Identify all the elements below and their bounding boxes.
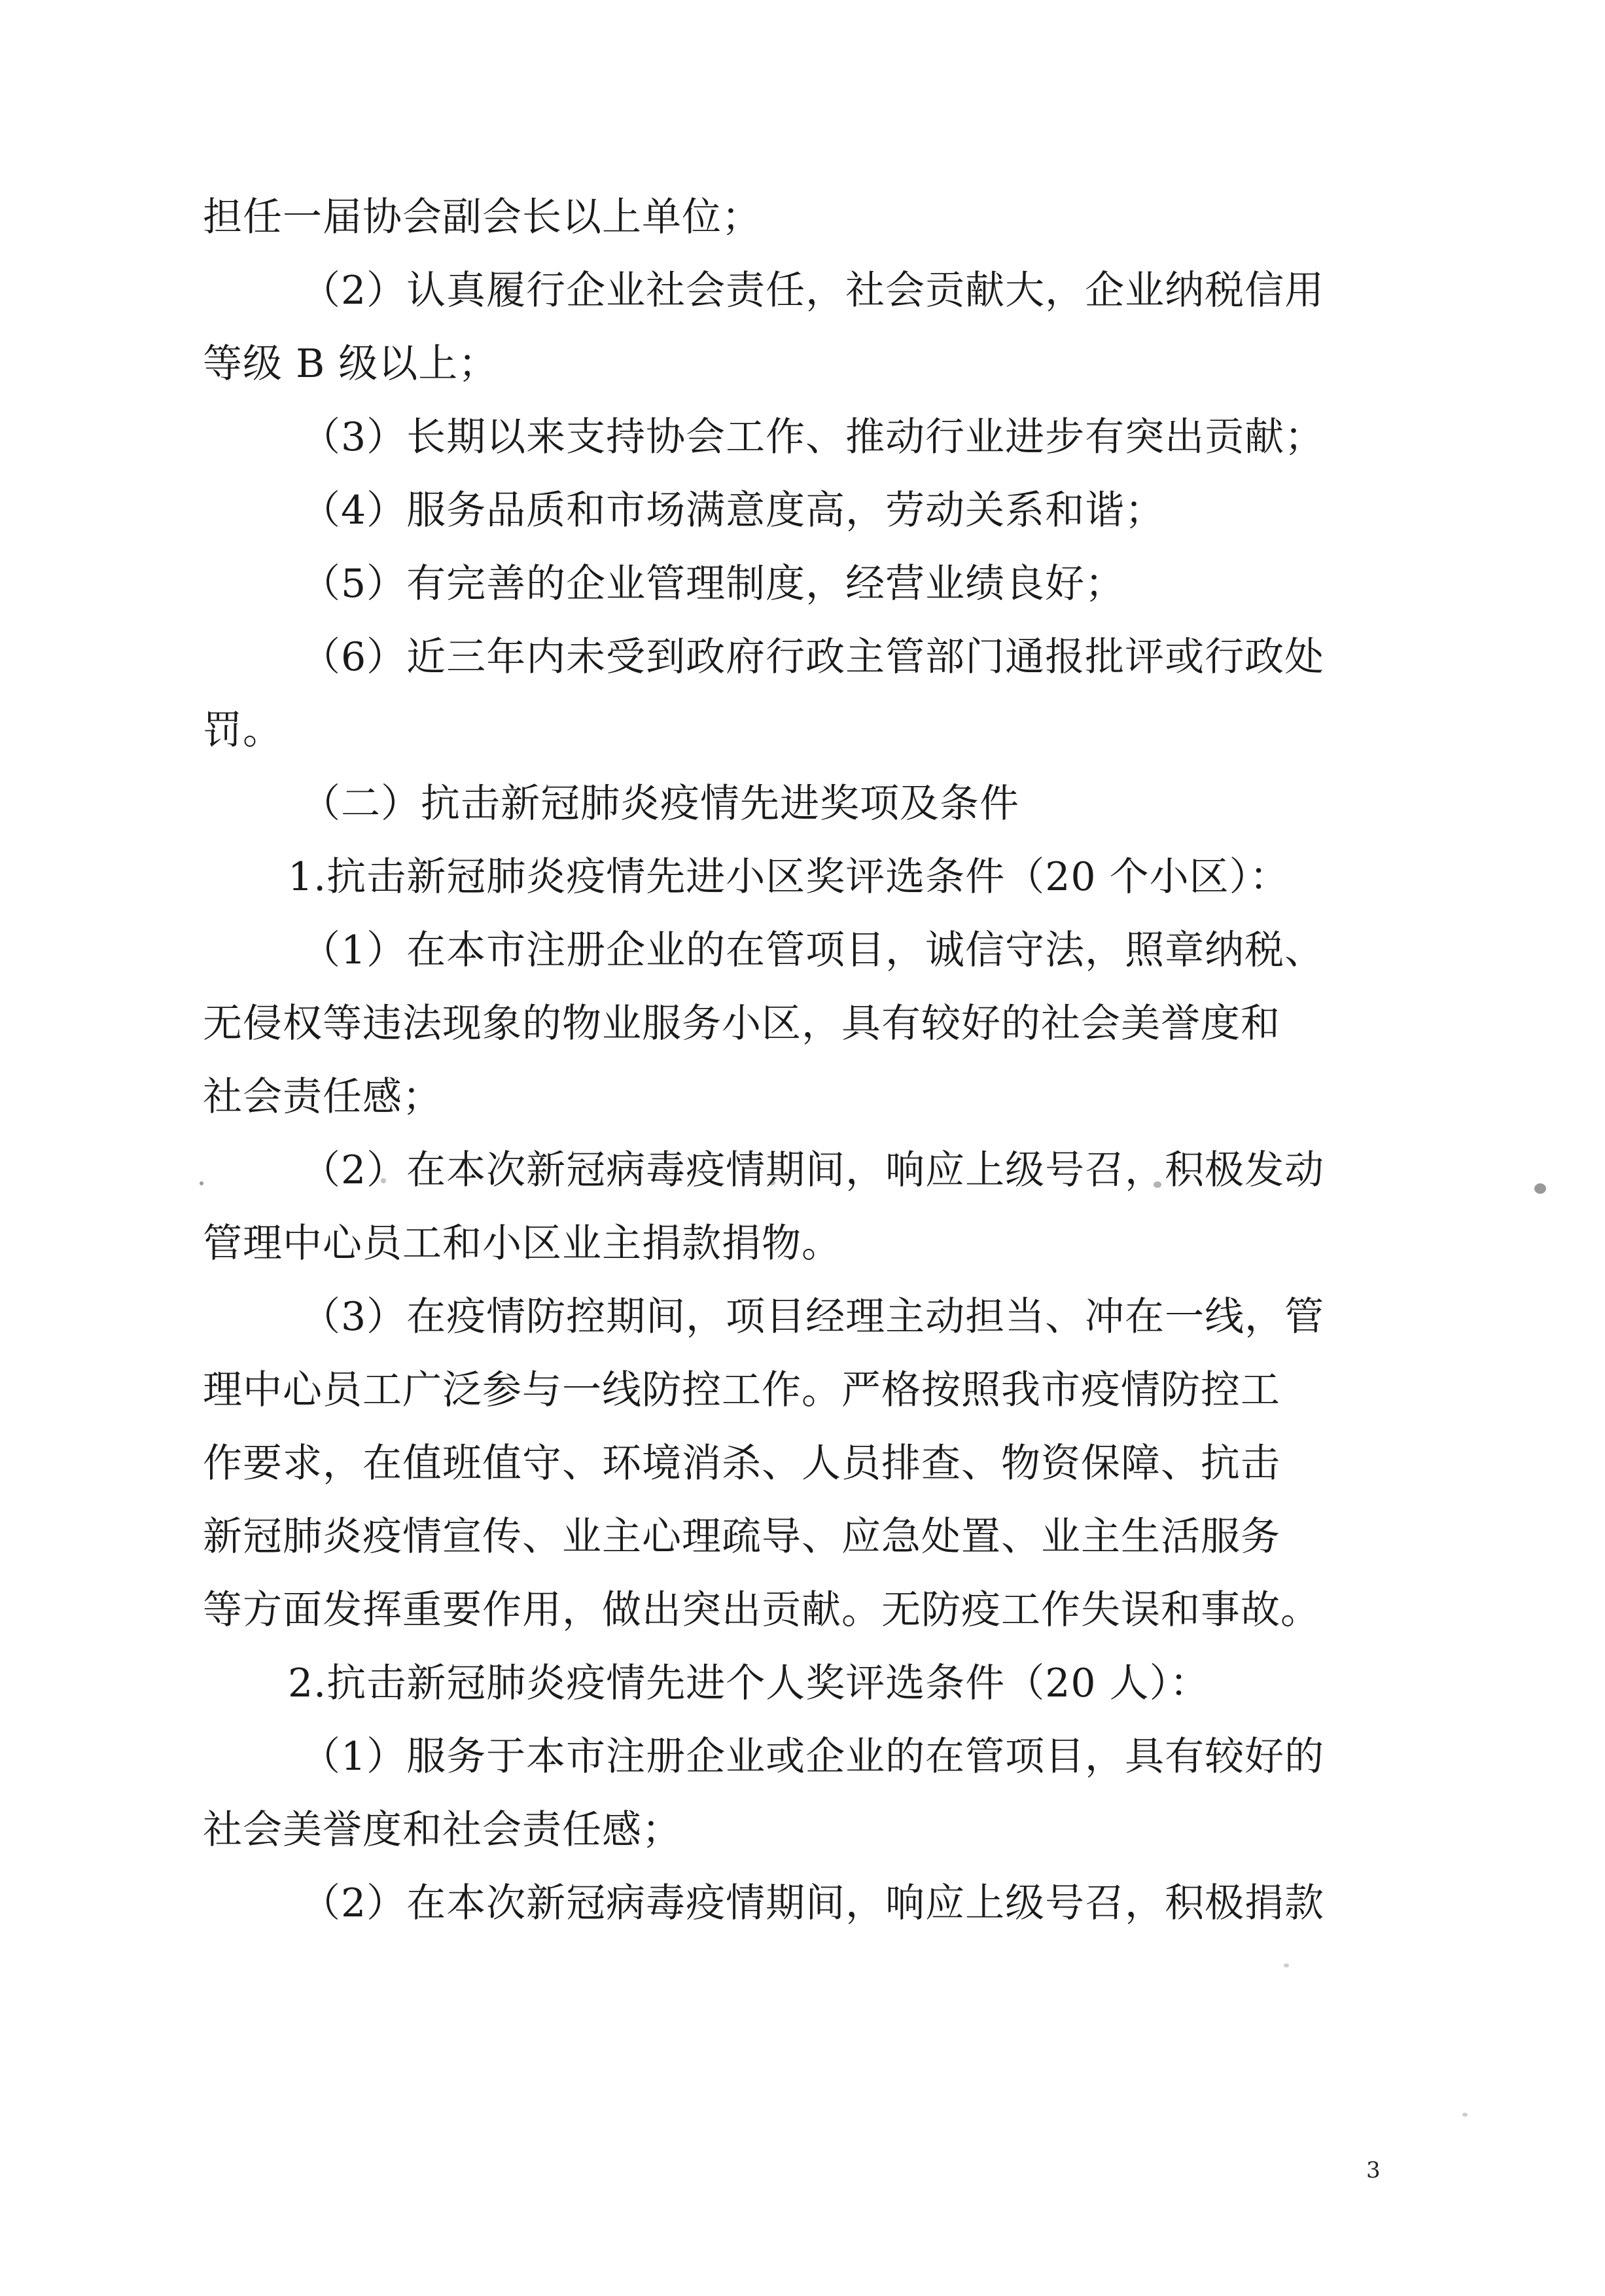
paragraph-line: 社会责任感； xyxy=(203,1074,442,1120)
paragraph-line: （1）服务于本市注册企业或企业的在管项目，具有较好的 xyxy=(301,1734,1325,1780)
paragraph-line: 社会美誉度和社会责任感； xyxy=(203,1807,682,1853)
scan-speck xyxy=(1534,1183,1546,1194)
subsection-heading: 2.抗击新冠肺炎疫情先进个人奖评选条件（20 人）： xyxy=(288,1660,1210,1706)
paragraph-line: 新冠肺炎疫情宣传、业主心理疏导、应急处置、业主生活服务 xyxy=(203,1514,1280,1560)
scan-speck xyxy=(769,1180,775,1185)
paragraph-line: 作要求，在值班值守、环境消杀、人员排查、物资保障、抗击 xyxy=(203,1441,1280,1486)
scan-speck xyxy=(200,1181,203,1185)
section-heading: （二）抗击新冠肺炎疫情先进奖项及条件 xyxy=(301,781,1019,827)
paragraph-line: 等方面发挥重要作用，做出突出贡献。无防疫工作失误和事故。 xyxy=(203,1587,1320,1633)
paragraph-line: （2）在本次新冠病毒疫情期间，响应上级号召，积极发动 xyxy=(301,1147,1325,1193)
paragraph-line: （6）近三年内未受到政府行政主管部门通报批评或行政处 xyxy=(301,634,1325,680)
scan-speck xyxy=(381,1178,386,1183)
subsection-heading: 1.抗击新冠肺炎疫情先进小区奖评选条件（20 个小区）： xyxy=(288,854,1290,900)
paragraph-line: 理中心员工广泛参与一线防控工作。严格按照我市疫情防控工 xyxy=(203,1367,1280,1413)
paragraph-line: （3）长期以来支持协会工作、推动行业进步有突出贡献； xyxy=(301,414,1325,460)
paragraph-line: 管理中心员工和小区业主捐款捐物。 xyxy=(203,1221,841,1266)
scan-speck xyxy=(1154,1181,1161,1188)
paragraph-line: 无侵权等违法现象的物业服务小区，具有较好的社会美誉度和 xyxy=(203,1001,1280,1047)
page-number: 3 xyxy=(1366,2157,1381,2183)
paragraph-line: 担任一届协会副会长以上单位； xyxy=(203,194,762,240)
paragraph-line: 罚。 xyxy=(203,708,283,753)
paragraph-line: （2）认真履行企业社会责任，社会贡献大，企业纳税信用 xyxy=(301,268,1325,314)
scan-speck xyxy=(1284,1964,1289,1967)
scan-speck xyxy=(1462,2113,1468,2117)
paragraph-line: （4）服务品质和市场满意度高，劳动关系和谐； xyxy=(301,488,1165,533)
paragraph-line: （1）在本市注册企业的在管项目，诚信守法，照章纳税、 xyxy=(301,927,1325,973)
paragraph-line: 等级 B 级以上； xyxy=(203,341,499,387)
paragraph-line: （5）有完善的企业管理制度，经营业绩良好； xyxy=(301,561,1125,607)
paragraph-line: （2）在本次新冠病毒疫情期间，响应上级号召，积极捐款 xyxy=(301,1880,1325,1926)
paragraph-line: （3）在疫情防控期间，项目经理主动担当、冲在一线，管 xyxy=(301,1294,1325,1340)
